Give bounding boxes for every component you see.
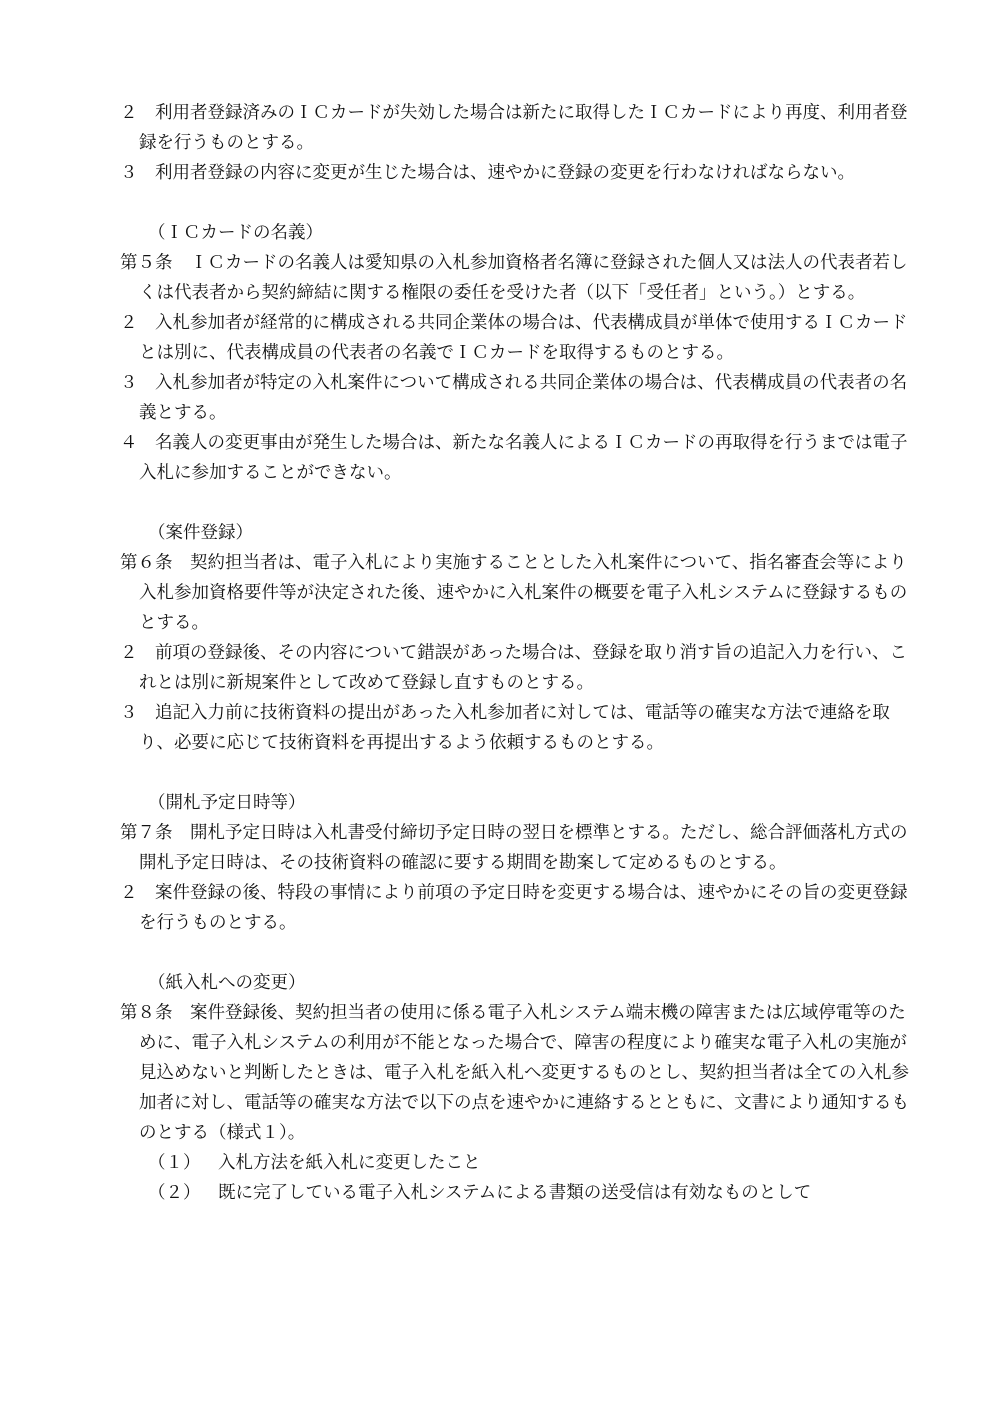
article-5-paragraph-2: ２ 入札参加者が経常的に構成される共同企業体の場合は、代表構成員が単体で使用するＩＣカードとは別に、代表構成員の代表者の名義でＩＣカードを取得するものとする。 (120, 313, 908, 363)
article-6-paragraph-1: 第６条 契約担当者は、電子入札により実施することとした入札案件について、指名審査会等により入札参加資格要件等が決定された後、速やかに入札案件の概要を電子入札システムに登録するものとする。 (120, 553, 908, 633)
item-number: （１） (148, 1153, 201, 1173)
article-8-item-1 (120, 1148, 920, 1178)
article-5-paragraph-3: ３ 入札参加者が特定の入札案件について構成される共同企業体の場合は、代表構成員の代表者の名義とする。 (120, 373, 908, 423)
article-4-paragraph-3: ３ 利用者登録の内容に変更が生じた場合は、速やかに登録の変更を行わなければならない。 (120, 163, 855, 183)
article-7-paragraph-1: 第７条 開札予定日時は入札書受付締切予定日時の翌日を標準とする。ただし、総合評価落札方式の開札予定日時は、その技術資料の確認に要する期間を勘案して定めるものとする。 (120, 823, 908, 873)
item-text: 入札方法を紙入札に変更したこと (218, 1153, 481, 1173)
article-5-paragraph-4: ４ 名義人の変更事由が発生した場合は、新たな名義人によるＩＣカードの再取得を行うまでは電子入札に参加することができない。 (120, 433, 908, 483)
article-8-paragraph-1: 第８条 案件登録後、契約担当者の使用に係る電子入札システム端末機の障害または広域停電等のために、電子入札システムの利用が不能となった場合で、障害の程度により確実な電子入札の実施が見込めないと判断したときは、電子入札を紙入札へ変更するものとし、契約担当者は全ての入札参加者に対し、電話等の確実な方法で以下の点を速やかに連絡するとともに、文書により通知するものとする（様式１）。 (120, 1003, 909, 1143)
article-6-paragraph-2: ２ 前項の登録後、その内容について錯誤があった場合は、登録を取り消す旨の追記入力を行い、これとは別に新規案件として改めて登録し直すものとする。 (120, 643, 907, 693)
article-5-paragraph-1: 第５条 ＩＣカードの名義人は愛知県の入札参加資格者名簿に登録された個人又は法人の代表者若しくは代表者から契約締結に関する権限の委任を受けた者（以下「受任者」という。）とする。 (120, 253, 908, 303)
article-8-heading: （紙入札への変更） (148, 973, 306, 993)
item-number: （２） (148, 1183, 201, 1203)
article-6-heading: （案件登録） (148, 523, 253, 543)
article-8-item-2 (120, 1178, 920, 1208)
article-7-heading: （開札予定日時等） (148, 793, 306, 813)
item-text: 既に完了している電子入札システムによる書類の送受信は有効なものとして (218, 1183, 812, 1203)
article-7-paragraph-2: ２ 案件登録の後、特段の事情により前項の予定日時を変更する場合は、速やかにその旨の変更登録を行うものとする。 (120, 883, 908, 933)
article-5-heading: （ＩＣカードの名義） (148, 223, 323, 243)
article-4-paragraph-2: ２ 利用者登録済みのＩＣカードが失効した場合は新たに取得したＩＣカードにより再度、利用者登録を行うものとする。 (120, 103, 908, 153)
document-page (120, 98, 920, 1208)
article-6-paragraph-3: ３ 追記入力前に技術資料の提出があった入札参加者に対しては、電話等の確実な方法で連絡を取り、必要に応じて技術資料を再提出するよう依頼するものとする。 (120, 703, 890, 753)
